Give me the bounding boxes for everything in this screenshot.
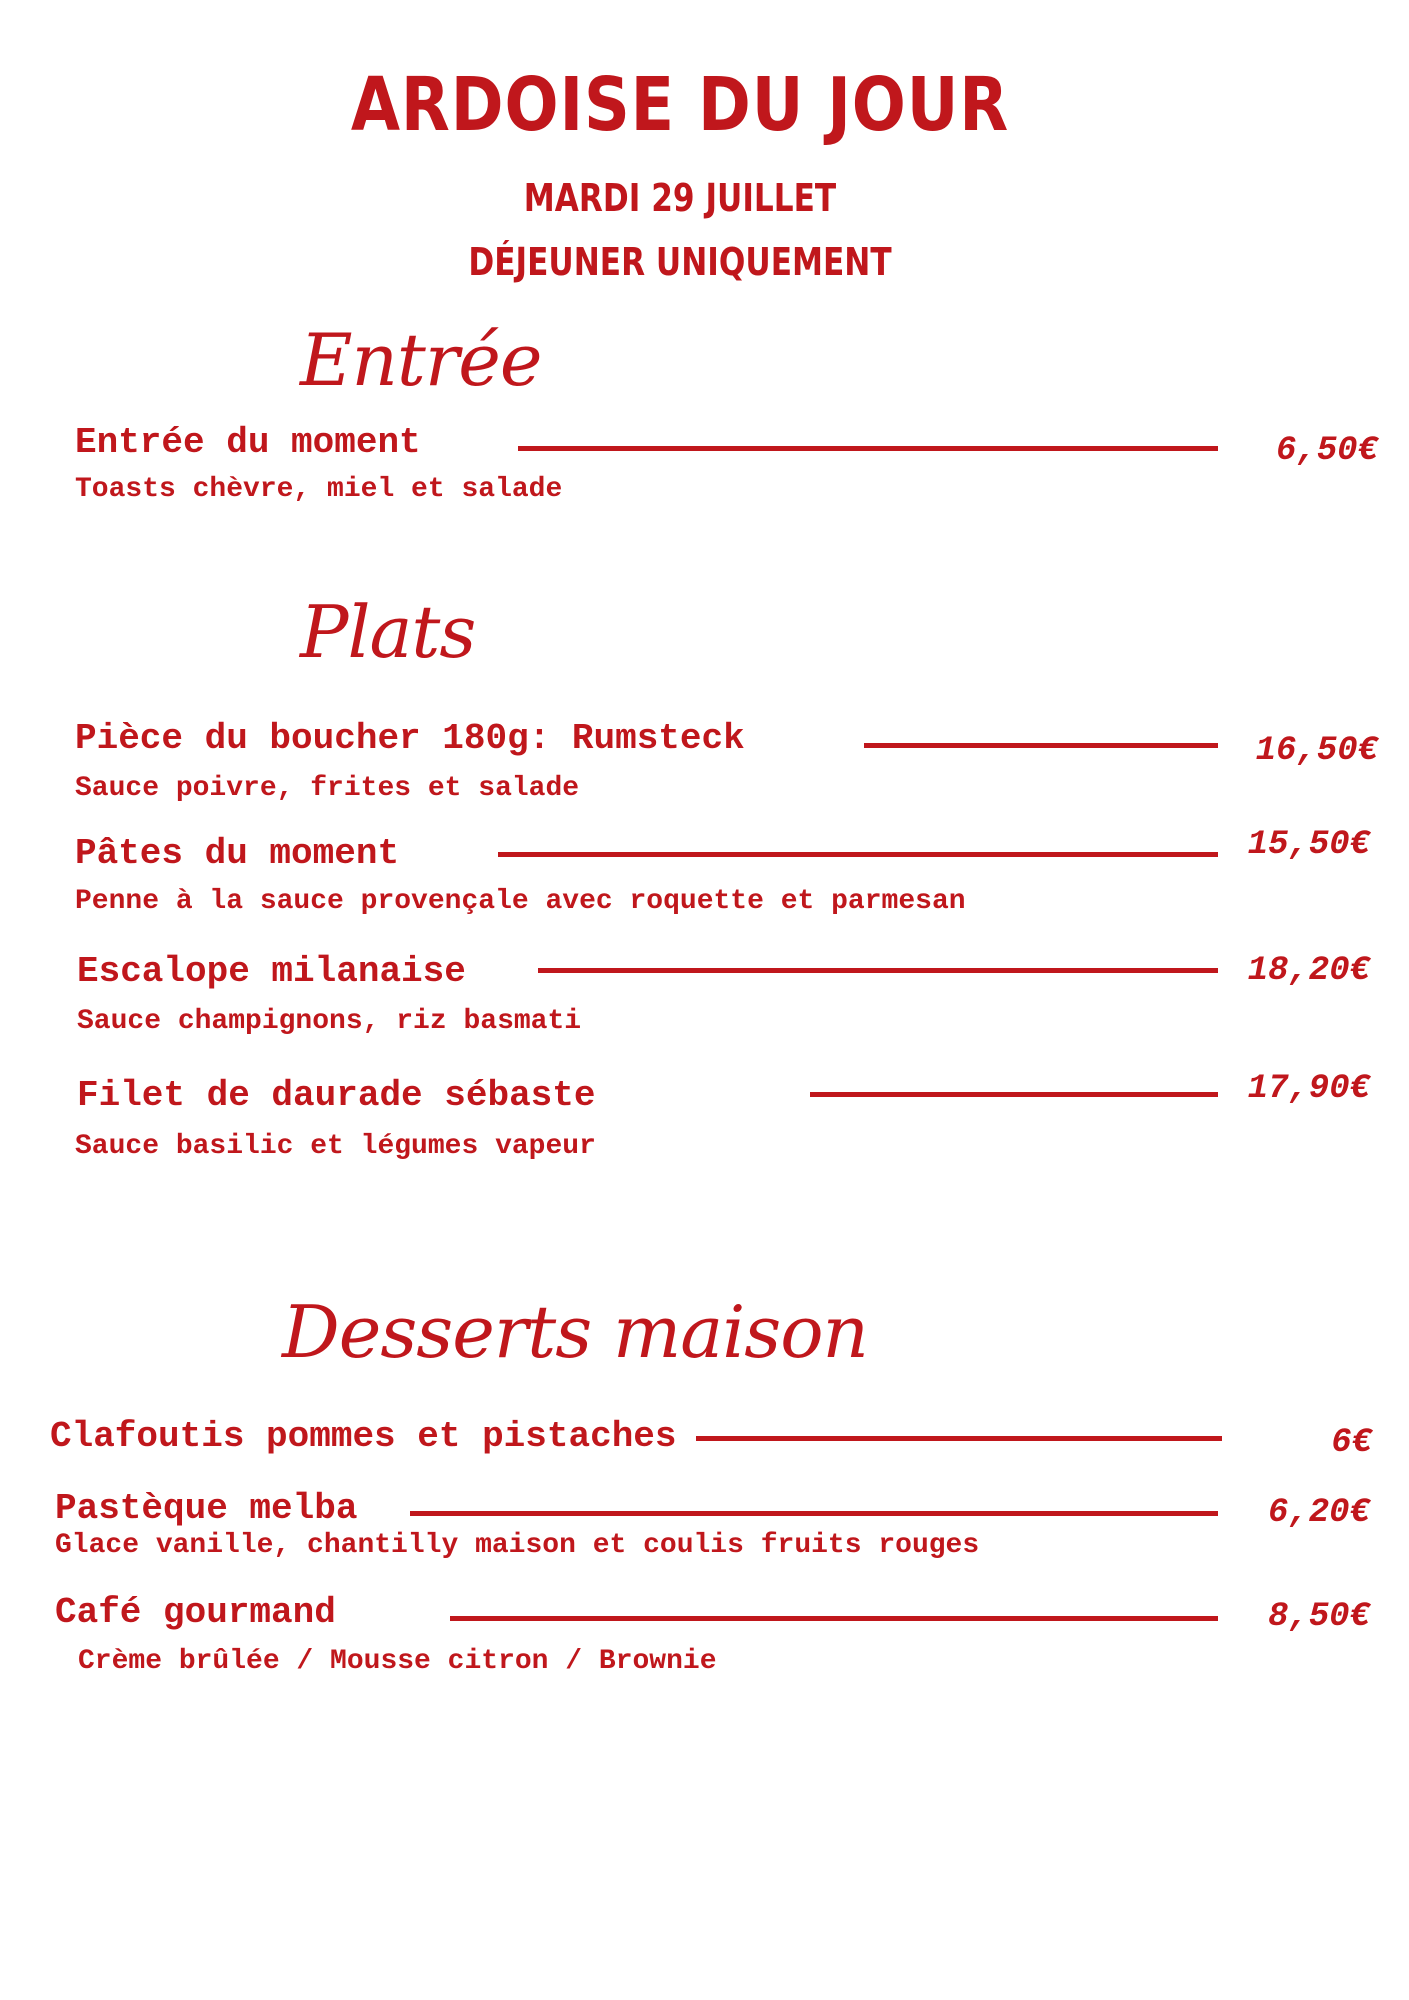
leader-line <box>410 1511 1218 1516</box>
item-price: 6,20€ <box>1267 1494 1370 1532</box>
item-name: Clafoutis pommes et pistaches <box>50 1416 677 1457</box>
section-title-entree: Entrée <box>300 318 542 402</box>
menu-date: MARDI 29 JUILLET <box>523 176 837 220</box>
item-price: 17,90€ <box>1247 1070 1370 1108</box>
leader-line <box>810 1092 1218 1097</box>
leader-line <box>498 852 1218 857</box>
leader-line <box>450 1616 1218 1621</box>
item-name: Escalope milanaise <box>77 951 466 992</box>
leader-line <box>864 743 1218 748</box>
section-title-desserts: Desserts maison <box>282 1290 868 1374</box>
item-price: 6,50€ <box>1275 432 1378 470</box>
item-name: Entrée du moment <box>75 422 421 463</box>
menu-service: DÉJEUNER UNIQUEMENT <box>468 240 892 284</box>
leader-line <box>538 968 1218 973</box>
item-name: Filet de daurade sébaste <box>77 1075 596 1116</box>
item-name: Pâtes du moment <box>75 833 400 874</box>
item-name: Pièce du boucher 180g: Rumsteck <box>75 718 745 759</box>
item-description: Sauce champignons, riz basmati <box>77 1006 582 1037</box>
menu-title: ARDOISE DU JOUR <box>350 62 1010 148</box>
item-price: 18,20€ <box>1247 952 1370 990</box>
item-price: 8,50€ <box>1267 1598 1370 1636</box>
item-name: Café gourmand <box>55 1592 336 1633</box>
item-price: 15,50€ <box>1247 826 1370 864</box>
item-price: 16,50€ <box>1255 732 1378 770</box>
item-description: Sauce poivre, frites et salade <box>75 773 580 804</box>
item-description: Toasts chèvre, miel et salade <box>75 474 563 505</box>
item-description: Penne à la sauce provençale avec roquette et parmesan <box>75 886 966 917</box>
item-price: 6€ <box>1331 1424 1372 1462</box>
item-description: Sauce basilic et légumes vapeur <box>75 1131 596 1162</box>
section-title-plats: Plats <box>300 590 476 674</box>
item-description: Glace vanille, chantilly maison et coulis fruits rouges <box>55 1530 980 1561</box>
item-description: Crème brûlée / Mousse citron / Brownie <box>78 1646 717 1677</box>
item-name: Pastèque melba <box>55 1488 358 1529</box>
leader-line <box>518 446 1218 451</box>
leader-line <box>696 1436 1222 1441</box>
